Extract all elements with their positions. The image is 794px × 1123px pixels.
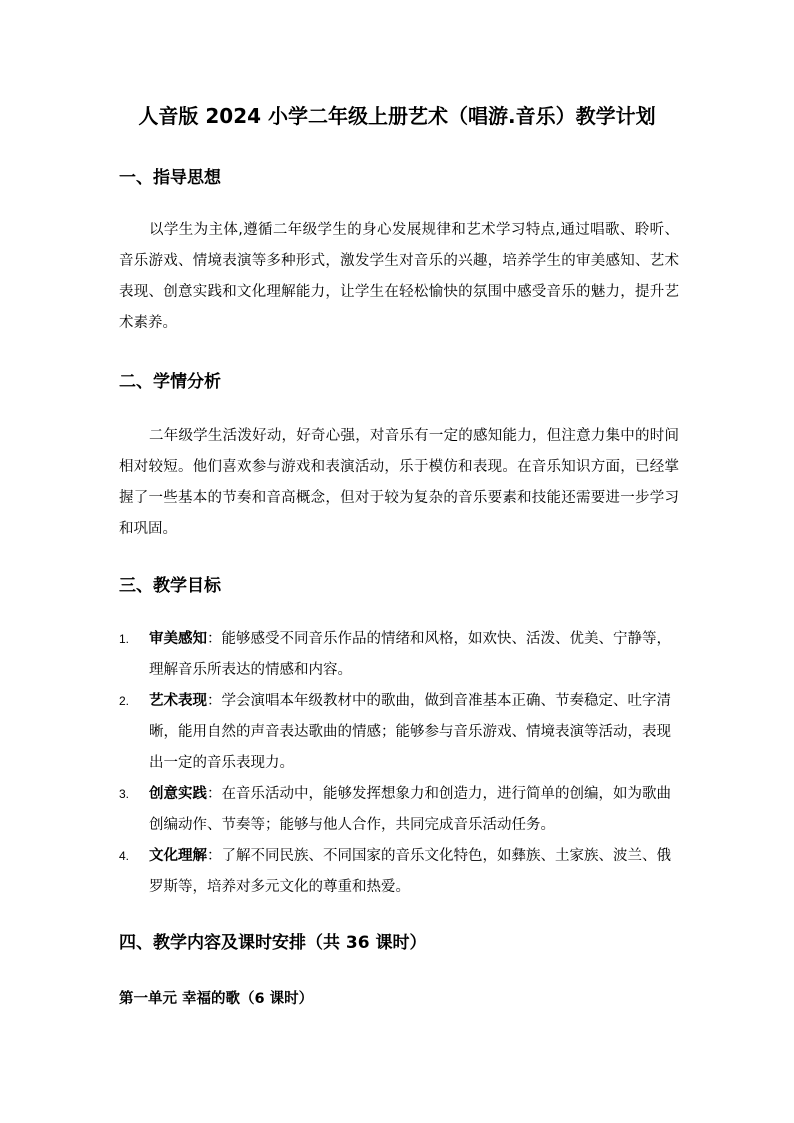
- goal-text: ：了解不同民族、不同国家的音乐文化特色，如彝族、土家族、波兰、俄罗斯等，培养对多元文化的尊重和热爱。: [149, 848, 671, 895]
- section-heading-content-schedule: 四、教学内容及课时安排（共 36 课时）: [119, 933, 427, 953]
- goal-item-creative-practice: [119, 779, 679, 841]
- section-heading-teaching-goals: 三、教学目标: [119, 576, 221, 596]
- goal-item-artistic-expression: [119, 686, 679, 779]
- goal-number: 4.: [119, 849, 130, 863]
- goal-number: 2.: [119, 694, 130, 708]
- paragraph-guiding-ideology: 以学生为主体,遵循二年级学生的身心发展规律和艺术学习特点,通过唱歌、聆听、音乐游戏、情境表演等多种形式，激发学生对音乐的兴趣，培养学生的审美感知、艺术表现、创意实践和文化理解能力，让学生在轻松愉快的氛围中感受音乐的魅力，提升艺术素养。: [119, 222, 679, 331]
- goal-term: 艺术表现: [149, 693, 207, 709]
- goal-number: 1.: [119, 632, 130, 646]
- goal-text: ：在音乐活动中，能够发挥想象力和创造力，进行简单的创编，如为歌曲创编动作、节奏等；能够与他人合作，共同完成音乐活动任务。: [149, 786, 671, 833]
- goal-text: ：学会演唱本年级教材中的歌曲，做到音准基本正确、节奏稳定、吐字清晰，能用自然的声音表达歌曲的情感；能够参与音乐游戏、情境表演等活动，表现出一定的音乐表现力。: [149, 693, 671, 771]
- goal-item-cultural-understanding: [119, 841, 679, 903]
- section-heading-guiding-ideology: 一、指导思想: [119, 168, 221, 188]
- goal-term: 创意实践: [149, 786, 207, 802]
- goal-term: 审美感知: [149, 631, 207, 647]
- teaching-goals-list: [119, 624, 679, 903]
- unit-heading-happy-songs: 第一单元 幸福的歌（6 课时）: [119, 991, 314, 1007]
- goal-term: 文化理解: [149, 848, 207, 864]
- goal-number: 3.: [119, 787, 130, 801]
- goal-item-aesthetic-perception: [119, 624, 679, 686]
- goal-text: ：能够感受不同音乐作品的情绪和风格，如欢快、活泼、优美、宁静等，理解音乐所表达的情感和内容。: [149, 631, 671, 678]
- document-title: 人音版 2024 小学二年级上册艺术（唱游.音乐）教学计划: [138, 104, 656, 128]
- paragraph-student-analysis: 二年级学生活泼好动，好奇心强，对音乐有一定的感知能力，但注意力集中的时间相对较短。他们喜欢参与游戏和表演活动，乐于模仿和表现。在音乐知识方面，已经掌握了一些基本的节奏和音高概念，但对于较为复杂的音乐要素和技能还需要进一步学习和巩固。: [119, 428, 679, 537]
- section-heading-student-analysis: 二、学情分析: [119, 372, 221, 392]
